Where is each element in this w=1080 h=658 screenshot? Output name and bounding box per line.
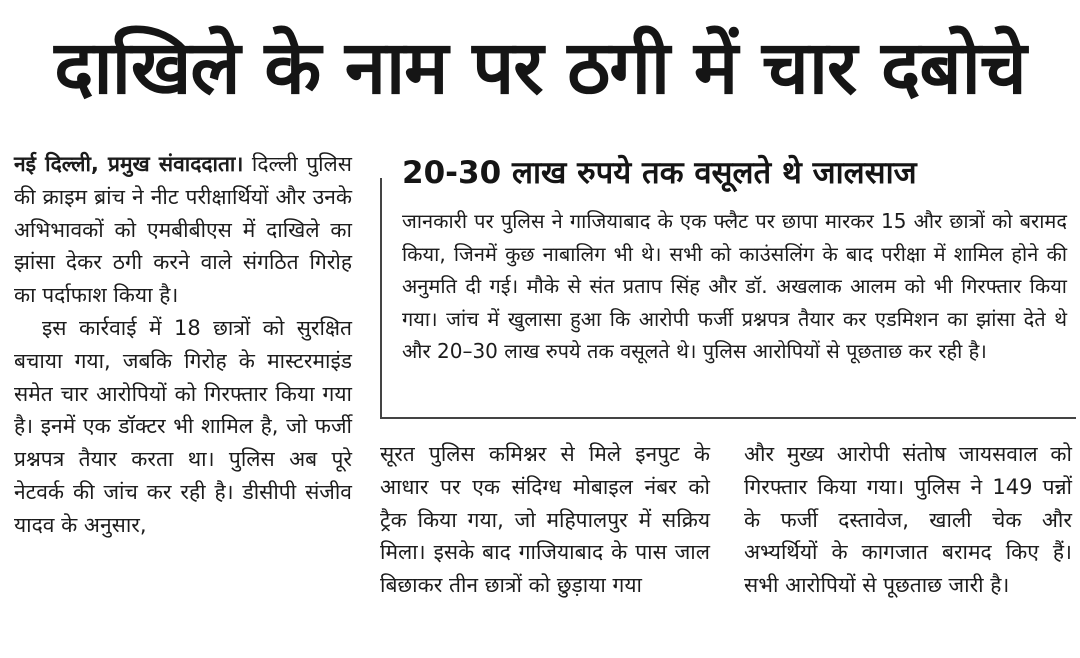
box-paragraph: जानकारी पर पुलिस ने गाजियाबाद के एक फ्लैट पर छापा मारकर 15 और छात्रों को बरामद किया, जिनमें कुछ नाबालिग भी थे। सभी को काउंसलिंग के बाद परीक्षा में शामिल होने की अनुमति दी गई। मौके से संत प्रताप सिंह और डॉ. अखलाक आलम को भी गिरफ्तार किया गया। जांच में खुलासा हुआ कि आरोपी फर्जी प्रश्नपत्र तैयार कर एडमिशन का झांसा देते थे और 20–30 लाख रुपये तक वसूलते थे। पुलिस आरोपियों से पूछताछ कर रही है। [402,209,1067,363]
paragraph-surat-input: सूरत पुलिस कमिश्नर से मिले इनपुट के आधार पर एक संदिग्ध मोबाइल नंबर को ट्रैक किया गया, जो महिपालपुर में सक्रिय मिला। इसके बाद गाजियाबाद के पास जाल बिछाकर तीन छात्रों को छुड़ाया गया [380,442,710,598]
paragraph-recovery: और मुख्य आरोपी संतोष जायसवाल को गिरफ्तार किया गया। पुलिस ने 149 पन्नों के फर्जी दस्तावेज, खाली चेक और अभ्यर्थियों के कागजात बरामद किए हैं। सभी आरोपियों से पूछताछ जारी है। [744,442,1072,598]
headline: दाखिले के नाम पर ठगी में चार दबोचे [54,24,1026,111]
article-column-2 [380,438,710,602]
article-column-3 [744,438,1072,602]
article-column-1 [14,148,352,542]
box-bottom-rule [380,417,1076,419]
paragraph-arrests: इस कार्रवाई में 18 छात्रों को सुरक्षित बचाया गया, जबकि गिरोह के मास्टरमाइंड समेत चार आरोपियों को गिरफ्तार किया गया है। इनमें एक डॉक्टर भी शामिल है, जो फर्जी प्रश्नपत्र तैयार करता था। पुलिस अब पूरे नेटवर्क की जांच कर रही है। डीसीपी संजीव यादव के अनुसार, [14,315,352,537]
box-left-rule [380,178,382,418]
dateline: नई दिल्ली, प्रमुख संवाददाता। [14,152,244,176]
paragraph-intro: दिल्ली पुलिस की क्राइम ब्रांच ने नीट परीक्षार्थियों और उनके अभिभावकों को एमबीबीएस में दाखिले का झांसा देकर ठगी करने वाले संगठित गिरोह का पर्दाफाश किया है। [14,152,352,308]
subheading: 20-30 लाख रुपये तक वसूलते थे जालसाज [402,155,917,191]
